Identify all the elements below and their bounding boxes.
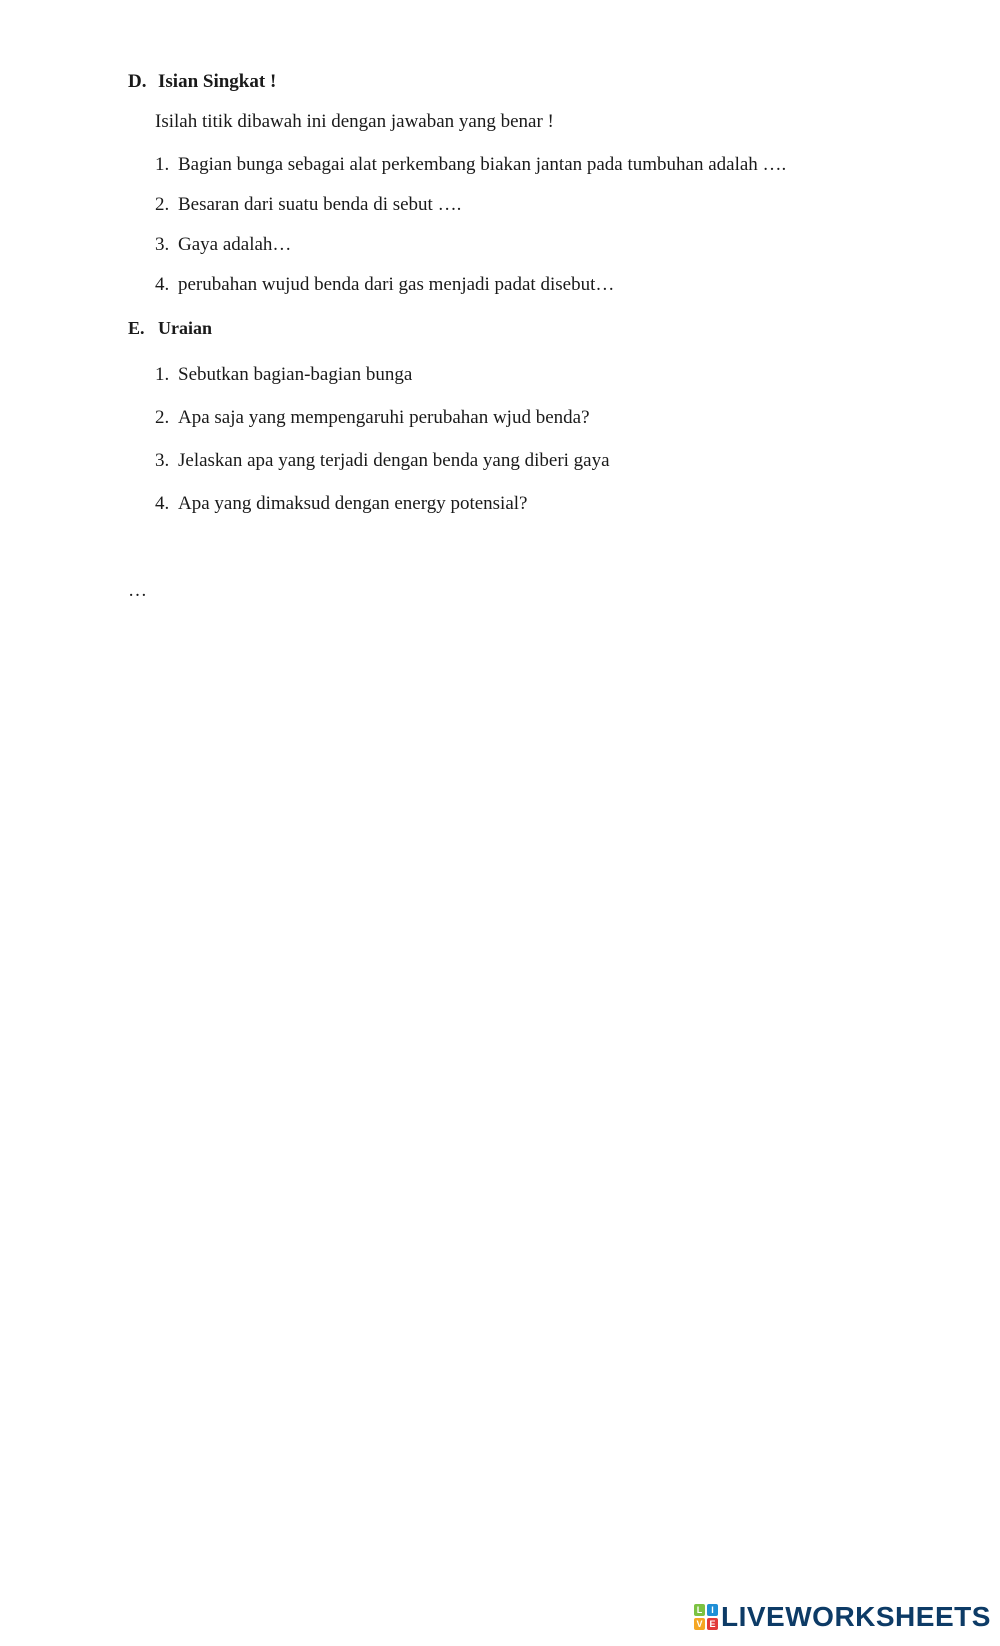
liveworksheets-logo — [694, 1600, 991, 1634]
item-number: 3. — [155, 450, 170, 471]
section-e-title: Uraian — [158, 318, 212, 338]
section-d-title: Isian Singkat ! — [158, 71, 277, 92]
logo-mark-cell: E — [707, 1618, 718, 1630]
item-number: 3. — [155, 234, 170, 255]
logo-mark-cell: V — [694, 1618, 705, 1630]
item-number: 2. — [155, 194, 170, 215]
item-text: Apa saja yang mempengaruhi perubahan wjud benda? — [178, 407, 590, 428]
item-text: Jelaskan apa yang terjadi dengan benda yang diberi gaya — [178, 450, 610, 471]
item-number: 4. — [155, 493, 170, 514]
item-text: Sebutkan bagian-bagian bunga — [178, 364, 413, 385]
section-d-letter: D. — [128, 71, 147, 92]
section-e-heading — [128, 318, 212, 339]
trailing-ellipsis: … — [128, 580, 147, 601]
logo-mark-cell: L — [694, 1604, 705, 1616]
section-e-item — [155, 364, 412, 386]
item-text: Besaran dari suatu benda di sebut …. — [178, 194, 462, 215]
item-number: 1. — [155, 364, 170, 385]
item-number: 4. — [155, 274, 170, 295]
section-d-item — [155, 154, 786, 176]
item-text: Bagian bunga sebagai alat perkembang biakan jantan pada tumbuhan adalah …. — [178, 154, 787, 175]
section-d-heading — [128, 71, 276, 93]
section-d-instruction: Isilah titik dibawah ini dengan jawaban yang benar ! — [155, 111, 554, 132]
section-e-item — [155, 407, 590, 429]
item-number: 1. — [155, 154, 170, 175]
section-e-item — [155, 450, 610, 472]
item-text: Gaya adalah… — [178, 234, 292, 255]
item-text: Apa yang dimaksud dengan energy potensial? — [178, 493, 528, 514]
logo-text: LIVEWORKSHEETS — [721, 1601, 991, 1632]
item-number: 2. — [155, 407, 170, 428]
section-e-item — [155, 493, 527, 515]
section-d-item — [155, 274, 614, 296]
section-d-item — [155, 194, 461, 216]
section-e-letter: E. — [128, 318, 145, 338]
item-text: perubahan wujud benda dari gas menjadi padat disebut… — [178, 274, 615, 295]
section-d-item — [155, 234, 291, 256]
logo-mark-icon — [694, 1604, 718, 1630]
logo-mark-cell: I — [707, 1604, 718, 1616]
